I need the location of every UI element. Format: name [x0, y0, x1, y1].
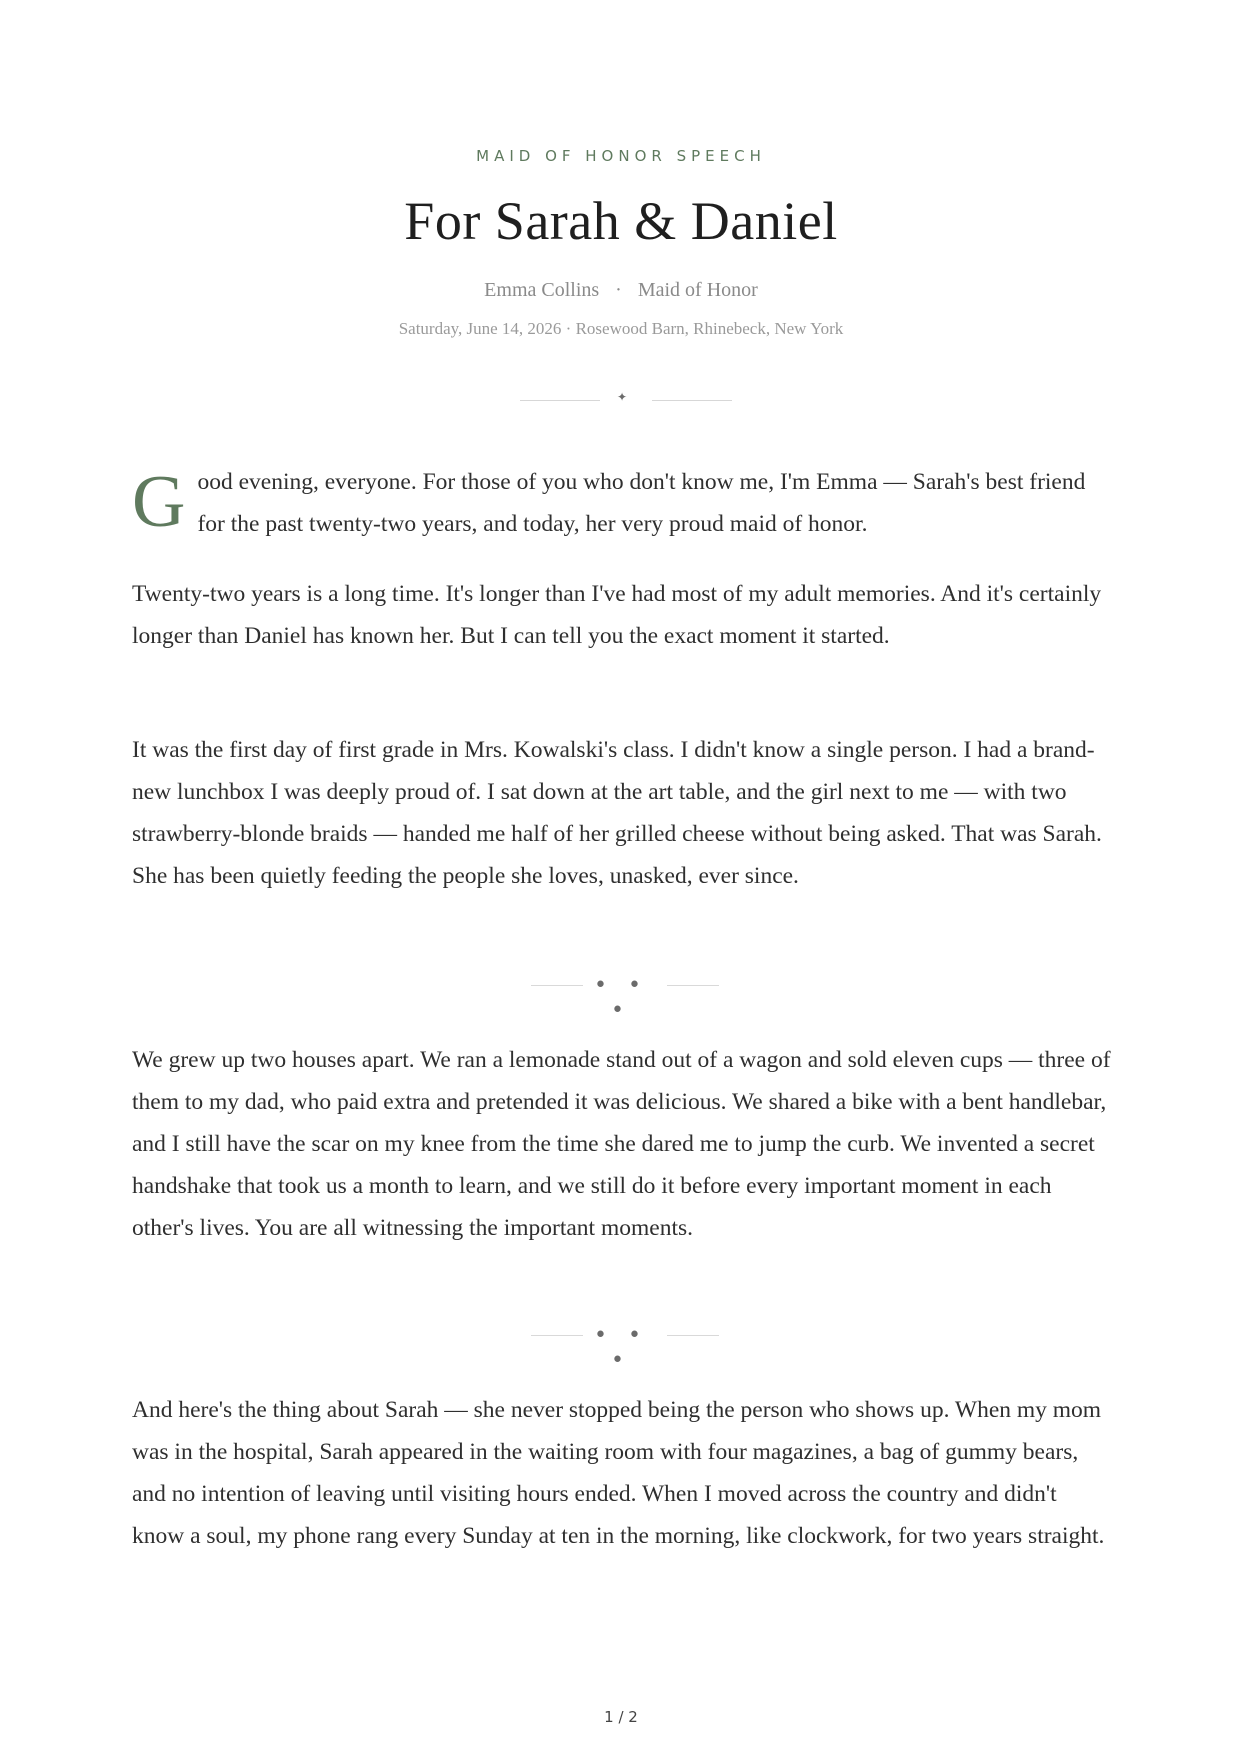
author-role: Maid of Honor: [637, 279, 758, 301]
page-number: 1 / 2: [604, 1708, 638, 1726]
paragraph-text-3: It was the first day of first grade in Mrs. Kowalski's class. I didn't know a single person. I had a brand-new lunchbox I was deeply proud of. I sat down at the art table, and the girl next to me — with two strawberry-blonde braids — handed me half of her grilled cheese without being asked. That was Sarah. She has been quietly feeding the people she loves, unasked, ever since.: [132, 737, 1102, 889]
paragraph-text-4: We grew up two houses apart. We ran a lemonade stand out of a wagon and sold eleven cups — three of them to my dad, who paid extra and pretended it was delicious. We shared a bike with a bent handlebar, and I still have the scar on my knee from the time she dared me to jump the curb. We invented a secret handshake that took us a month to learn, and we still do it before every important moment in each other's lives. You are all witnessing the important moments.: [132, 1047, 1111, 1241]
divider-line-right: [667, 985, 719, 986]
paragraph-text-2: Twenty-two years is a long time. It's longer than I've had most of my adult memories. And it's certainly longer than Daniel has known her. But I can tell you the exact moment it started.: [132, 581, 1102, 649]
section-divider-1: [0, 973, 1242, 1023]
section-divider-2: [0, 1323, 1242, 1373]
author-name: Emma Collins: [484, 279, 600, 301]
divider-dots: • • •: [594, 1323, 648, 1373]
sparkle-icon: ✦: [616, 390, 628, 404]
paragraph-text-1: [132, 461, 1112, 545]
divider-line-left: [531, 1335, 583, 1336]
paragraph-text-5: And here's the thing about Sarah — she never stopped being the person who shows up. When my mom was in the hospital, Sarah appeared in the waiting room with four magazines, a bag of gummy bears, and no intention of leaving until visiting hours ended. When I moved across the country and didn't know a soul, my phone rang every Sunday at ten in the morning, like clockwork, for two years straight.: [132, 1397, 1105, 1549]
byline: [0, 279, 1242, 302]
speech-paragraph-1: [132, 461, 1112, 545]
divider-line-right: [667, 1335, 719, 1336]
document-eyebrow: MAID OF HONOR SPEECH: [476, 147, 766, 165]
event-details: Saturday, June 14, 2026 · Rosewood Barn, Rhinebeck, New York: [398, 319, 844, 338]
divider-line-left: [531, 985, 583, 986]
speech-paragraph-5: [132, 1389, 1112, 1557]
ornament-line-right: [652, 400, 732, 401]
divider-dots: • • •: [594, 973, 648, 1023]
ornament-line-left: [520, 400, 600, 401]
speech-paragraph-3: [132, 729, 1112, 897]
page-title: For Sarah & Daniel: [404, 191, 838, 251]
drop-cap: G: [132, 461, 186, 543]
header-ornament: [0, 390, 1242, 410]
paragraph-body-1: ood evening, everyone. For those of you who don't know me, I'm Emma — Sarah's best friend for the past twenty-two years, and today, her very proud maid of honor.: [197, 469, 1086, 537]
speech-paragraph-4: [132, 1039, 1112, 1249]
byline-separator: ·: [615, 279, 622, 301]
speech-paragraph-2: [132, 573, 1112, 657]
